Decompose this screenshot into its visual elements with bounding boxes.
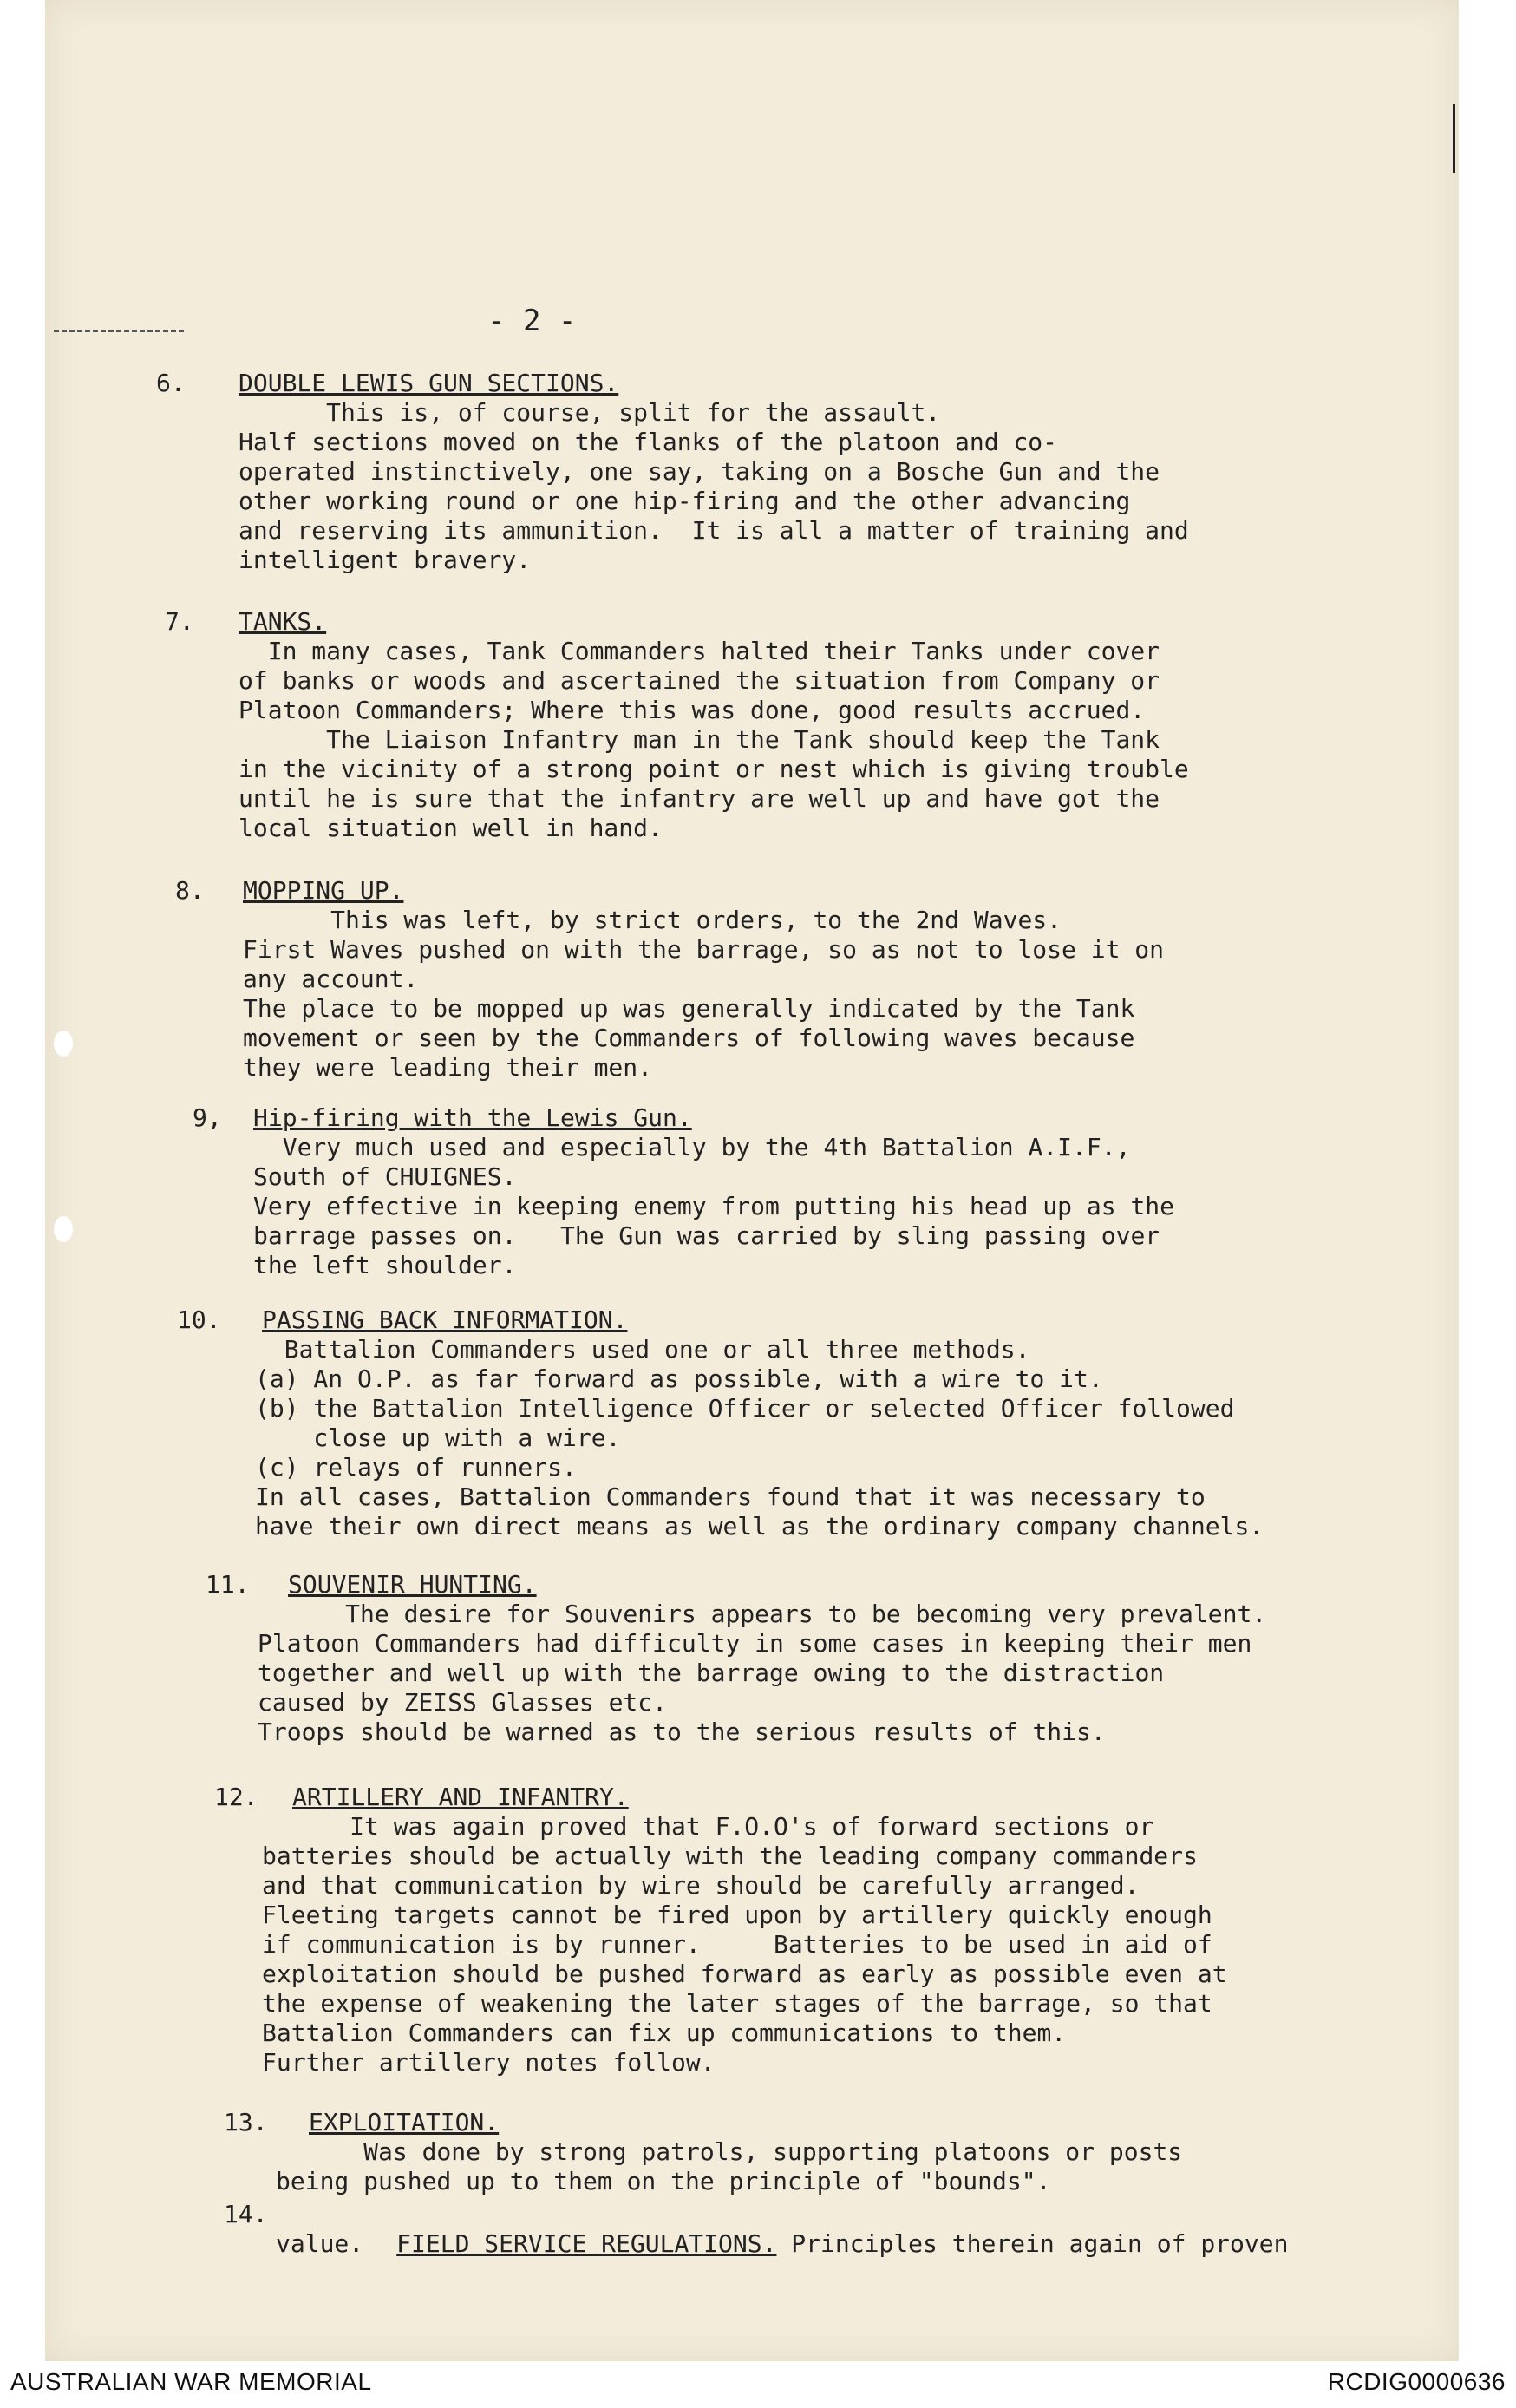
text-line: have their own direct means as well as the ordinary company channels.: [255, 1512, 1264, 1541]
item-number: 13.: [224, 2108, 268, 2136]
text-line: other working round or one hip-firing and the other advancing: [239, 487, 1131, 515]
text-line: exploitation should be pushed forward as early as possible even at: [262, 1960, 1227, 1988]
text-line: any account.: [243, 965, 419, 993]
text-line: Half sections moved on the flanks of the platoon and co-: [239, 428, 1058, 456]
text-line: Platoon Commanders had difficulty in some cases in keeping their men: [258, 1629, 1252, 1658]
item-number: 7.: [165, 607, 194, 636]
text-line: In all cases, Battalion Commanders found that it was necessary to: [255, 1482, 1206, 1511]
text-line: Battalion Commanders can fix up communications to them.: [262, 2019, 1067, 2047]
text-line: The place to be mopped up was generally indicated by the Tank: [243, 994, 1135, 1023]
text-line: South of CHUIGNES.: [253, 1162, 517, 1191]
text-line: together and well up with the barrage owing to the distraction: [258, 1659, 1165, 1687]
item-heading: MOPPING UP.: [243, 876, 404, 905]
text-line: First Waves pushed on with the barrage, so as not to lose it on: [243, 935, 1165, 964]
text-line: Battalion Commanders used one or all three methods.: [255, 1335, 1030, 1364]
item-heading: EXPLOITATION.: [309, 2108, 500, 2136]
item-number: 10.: [177, 1305, 221, 1334]
item-number: 12.: [214, 1783, 258, 1811]
text-line: until he is sure that the infantry are well up and have got the: [239, 784, 1160, 813]
text-line: intelligent bravery.: [239, 546, 532, 574]
item-number: 8.: [175, 876, 205, 905]
item-number: 6.: [156, 369, 186, 397]
punch-hole: [54, 1216, 73, 1242]
text-line: of banks or woods and ascertained the situation from Company or: [239, 666, 1160, 695]
text-line: In many cases, Tank Commanders halted their Tanks under cover: [239, 637, 1160, 665]
item-number: 9,: [193, 1103, 222, 1132]
item-heading: ARTILLERY AND INFANTRY.: [292, 1783, 629, 1811]
item-heading: SOUVENIR HUNTING.: [288, 1570, 537, 1599]
text-line: and reserving its ammunition. It is all a matter of training and: [239, 516, 1189, 545]
document-page: [45, 0, 1459, 2361]
text-line: close up with a wire.: [255, 1423, 621, 1452]
text-line: (c) relays of runners.: [255, 1453, 577, 1482]
text-line: being pushed up to them on the principle of "bounds".: [276, 2167, 1051, 2195]
text-line: The desire for Souvenirs appears to be becoming very prevalent.: [258, 1600, 1267, 1628]
text-line: Was done by strong patrols, supporting platoons or posts: [276, 2137, 1183, 2166]
text-line: and that communication by wire should be carefully arranged.: [262, 1871, 1140, 1900]
footer-institution: AUSTRALIAN WAR MEMORIAL: [10, 2368, 372, 2395]
text-line: batteries should be actually with the leading company commanders: [262, 1842, 1198, 1870]
punch-hole: [54, 1031, 73, 1057]
text-line: The Liaison Infantry man in the Tank should keep the Tank: [239, 725, 1160, 754]
text-line: Further artillery notes follow.: [262, 2048, 716, 2077]
text-line: Fleeting targets cannot be fired upon by artillery quickly enough: [262, 1901, 1212, 1929]
text-line: (a) An O.P. as far forward as possible, with a wire to it.: [255, 1364, 1103, 1393]
item-heading: Hip-firing with the Lewis Gun.: [253, 1103, 692, 1132]
text-line: This was left, by strict orders, to the 2nd Waves.: [243, 906, 1062, 934]
text-line: Platoon Commanders; Where this was done, good results accrued.: [239, 696, 1146, 724]
item-number: 11.: [206, 1570, 250, 1599]
text-line: in the vicinity of a strong point or nest which is giving trouble: [239, 755, 1189, 783]
item-heading: DOUBLE LEWIS GUN SECTIONS.: [239, 369, 619, 397]
text-line: the expense of weakening the later stages of the barrage, so that: [262, 1989, 1212, 2018]
item-heading: FIELD SERVICE REGULATIONS.: [396, 2229, 777, 2258]
item-number: 14.: [224, 2200, 268, 2228]
text-line: operated instinctively, one say, taking on a Bosche Gun and the: [239, 457, 1160, 486]
margin-mark: [54, 330, 184, 335]
text-line: movement or seen by the Commanders of following waves because: [243, 1024, 1135, 1052]
text-line: the left shoulder.: [253, 1251, 517, 1279]
text-line: local situation well in hand.: [239, 814, 663, 842]
page-number: - 2 -: [487, 304, 577, 338]
text-line: if communication is by runner. Batteries to be used in aid of: [262, 1930, 1212, 1959]
heading-suffix: Principles therein again of proven: [776, 2229, 1289, 2258]
text-line: This is, of course, split for the assault.: [239, 398, 941, 427]
item-heading: PASSING BACK INFORMATION.: [262, 1305, 628, 1334]
text-line: It was again proved that F.O.O's of forward sections or: [262, 1812, 1154, 1841]
text-line: (b) the Battalion Intelligence Officer or selected Officer followed: [255, 1394, 1235, 1423]
text-line: caused by ZEISS Glasses etc.: [258, 1688, 668, 1717]
text-line: they were leading their men.: [243, 1053, 653, 1082]
edge-mark: [1453, 104, 1455, 173]
footer-reference-id: RCDIG0000636: [1327, 2368, 1506, 2395]
item-heading: TANKS.: [239, 607, 327, 636]
text-line: barrage passes on. The Gun was carried by sling passing over: [253, 1221, 1160, 1250]
text-line: Troops should be warned as to the serious results of this.: [258, 1718, 1106, 1746]
text-line: Very much used and especially by the 4th Battalion A.I.F.,: [253, 1133, 1131, 1161]
text-line: value.: [276, 2229, 364, 2258]
text-line: Very effective in keeping enemy from putting his head up as the: [253, 1192, 1175, 1220]
